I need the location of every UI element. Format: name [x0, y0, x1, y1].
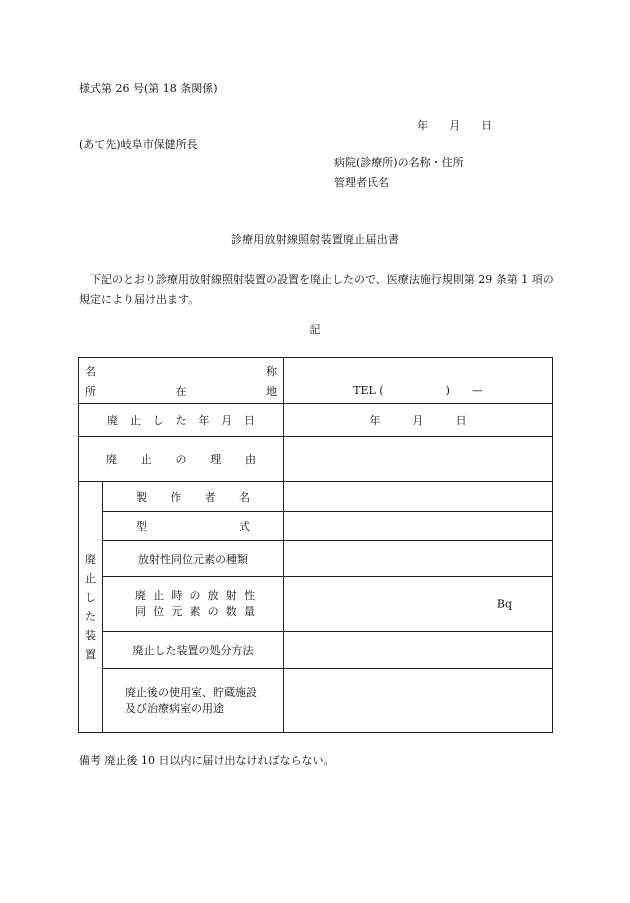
name-label	[79, 361, 283, 381]
tel-prefix: TEL (	[353, 384, 384, 397]
reason-label-cell	[79, 437, 284, 482]
disposal-method-value-cell[interactable]	[284, 632, 553, 669]
label-char: 名	[238, 490, 250, 504]
name-location-label-cell	[79, 358, 284, 404]
name-location-value-cell[interactable]	[284, 358, 553, 404]
location-label-char: 所	[85, 384, 96, 398]
label-char: 型	[136, 520, 147, 533]
body-text: 下記のとおり診療用放射線照射装置の設置を廃止したので、医療法施行規則第 29 条第 1 項の規定により届け出ます。	[79, 273, 554, 306]
location-label-char: 地	[266, 384, 277, 398]
abolished-date-value: 年 月 日	[369, 414, 467, 427]
isotope-type-label: 放射性同位元素の種類	[138, 552, 248, 566]
label-char: の	[189, 589, 201, 602]
label-char: 由	[245, 453, 256, 466]
label-char: た	[85, 610, 96, 623]
label-char: 製	[136, 490, 147, 504]
model-label-cell	[103, 512, 284, 541]
isotope-type-value-cell[interactable]	[284, 541, 553, 577]
label-char: 量	[243, 605, 255, 618]
manager-name-label: 管理者氏名	[334, 176, 389, 189]
label-char: 年	[198, 414, 210, 427]
tel-close: )	[445, 384, 450, 397]
label-char: 時	[171, 589, 183, 602]
post-use-label	[103, 685, 283, 717]
applicant-name-label: 病院(診療所)の名称・住所	[334, 156, 464, 169]
label-char: 月	[221, 414, 233, 427]
label-char: 放	[207, 589, 219, 602]
form-number: 様式第 26 号(第 18 条関係)	[79, 82, 218, 95]
remarks: 備考 廃止後 10 日以内に届け出なければならない。	[79, 754, 335, 767]
name-label-char: 称	[266, 364, 277, 378]
label-char: 廃	[135, 589, 146, 602]
label-char: 止	[140, 453, 152, 466]
manufacturer-label	[136, 489, 250, 505]
abolished-date-value-cell[interactable]	[284, 404, 553, 437]
label-char: 装	[85, 629, 96, 642]
manufacturer-label-cell	[103, 482, 284, 512]
label-char: 者	[204, 490, 216, 504]
label-char: 廃	[107, 414, 118, 427]
tel-dash: —	[471, 384, 483, 397]
label-char: 同	[135, 605, 146, 618]
document-title: 診療用放射線照射装置廃止届出書	[230, 233, 400, 246]
label-char: 廃	[106, 453, 117, 466]
label-char: 射	[225, 589, 237, 602]
label-char: 置	[85, 648, 96, 661]
addressee: (あて先)岐阜市保健所長	[79, 138, 198, 151]
label-char: 止	[85, 572, 96, 585]
location-label	[79, 381, 283, 401]
post-use-value-cell[interactable]	[284, 669, 553, 733]
device-group-label-cell	[79, 482, 103, 733]
label-char: 素	[189, 605, 201, 618]
form-table	[78, 357, 553, 733]
model-value-cell[interactable]	[284, 512, 553, 541]
name-label-char: 名	[85, 364, 96, 378]
reason-value-cell[interactable]	[284, 437, 553, 482]
label-char: 理	[210, 453, 222, 466]
label-char: 廃	[85, 553, 96, 566]
submission-date: 年 月 日	[417, 119, 493, 132]
disposal-method-label-cell	[103, 632, 284, 669]
label-char: 式	[239, 520, 250, 533]
post-use-label-cell	[103, 669, 284, 733]
label-char: の	[175, 453, 187, 466]
isotope-quantity-label-cell	[103, 577, 284, 632]
reason-label	[106, 451, 256, 467]
isotope-quantity-label	[103, 588, 283, 620]
abolished-date-label	[107, 412, 255, 428]
post-use-label-line: 廃止後の使用室、貯蔵施設	[125, 685, 257, 699]
label-char: 止	[129, 414, 141, 427]
disposal-method-label: 廃止した装置の処分方法	[132, 644, 254, 657]
abolished-date-label-cell	[79, 404, 284, 437]
isotope-type-label-cell	[103, 541, 284, 577]
model-label	[136, 518, 250, 534]
label-char: 数	[225, 605, 237, 618]
label-char: 日	[243, 414, 255, 427]
tel-field[interactable]	[284, 381, 552, 401]
manufacturer-value-cell[interactable]	[284, 482, 553, 512]
label-char: の	[207, 605, 219, 618]
post-use-label-line: 及び治療病室の用途	[125, 701, 224, 715]
label-char: し	[85, 591, 96, 604]
isotope-quantity-value-cell[interactable]	[284, 577, 553, 632]
label-char: し	[152, 414, 164, 427]
label-char: 位	[153, 605, 165, 618]
bq-unit: Bq	[496, 597, 512, 611]
label-char: た	[175, 414, 187, 427]
ki-marker: 記	[309, 323, 321, 336]
label-char: 性	[243, 589, 255, 602]
label-char: 元	[171, 605, 183, 618]
label-char: 作	[170, 490, 182, 504]
location-label-char: 在	[175, 384, 187, 398]
label-char: 止	[153, 589, 165, 602]
